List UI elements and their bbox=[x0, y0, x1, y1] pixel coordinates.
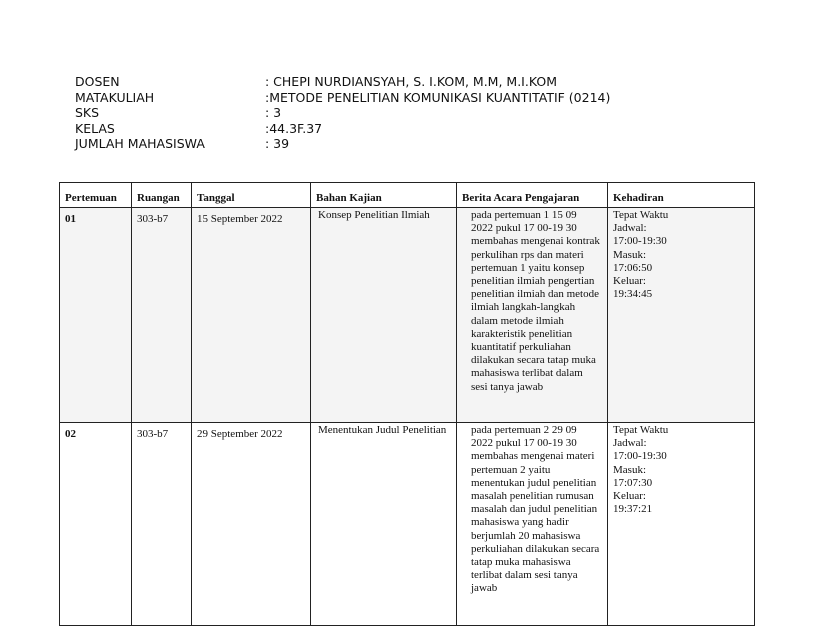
jadwal-value: 17:00-19:30 bbox=[613, 450, 667, 463]
kehadiran-cell bbox=[608, 423, 755, 626]
jumlah-row bbox=[75, 136, 610, 152]
masuk-label: Masuk: bbox=[613, 248, 646, 261]
attendance-table bbox=[59, 182, 755, 626]
masuk-value: 17:07:30 bbox=[613, 476, 653, 489]
dosen-value: : CHEPI NURDIANSYAH, S. I.KOM, M.M, M.I.KOM bbox=[265, 74, 557, 89]
kelas-value: :44.3F.37 bbox=[265, 120, 323, 136]
header-bahan-kajian: Bahan Kajian bbox=[311, 183, 457, 208]
matakuliah-value: :METODE PENELITIAN KOMUNIKASI KUANTITATIF (0214) bbox=[265, 89, 611, 105]
keluar-value: 19:37:21 bbox=[613, 503, 653, 516]
ruangan-cell: 303-b7 bbox=[132, 208, 192, 423]
ruangan-cell: 303-b7 bbox=[132, 423, 192, 626]
berita-acara-cell: pada pertemuan 2 29 09 2022 pukul 17 00-19 30 membahas mengenai materi pertemuan 2 yaitu menentukan judul penelitian masalah penelitian rumusan masalah dan judul penelitian mahasiswa yang hadir berjumlah 20 mahasiswa perkuliahan dilakukan secara tatap muka mahasiswa terlibat dalam sesi tanya jawab bbox=[457, 423, 608, 626]
header-berita-acara: Berita Acara Pengajaran bbox=[457, 183, 608, 208]
kelas-label: KELAS bbox=[75, 120, 115, 136]
header-kehadiran: Kehadiran bbox=[608, 183, 755, 208]
bahan-kajian-cell: Menentukan Judul Penelitian bbox=[311, 423, 457, 626]
masuk-label: Masuk: bbox=[613, 463, 646, 476]
header-tanggal: Tanggal bbox=[192, 183, 311, 208]
matakuliah-label: MATAKULIAH bbox=[75, 89, 155, 105]
dosen-label: DOSEN bbox=[75, 74, 120, 89]
header-ruangan: Ruangan bbox=[132, 183, 192, 208]
pertemuan-cell: 02 bbox=[60, 423, 132, 626]
course-info bbox=[75, 74, 610, 152]
keluar-label: Keluar: bbox=[613, 275, 646, 288]
kehadiran-status: Tepat Waktu bbox=[613, 209, 669, 221]
sks-label: SKS bbox=[75, 105, 100, 120]
jumlah-value: : 39 bbox=[265, 136, 290, 151]
tanggal-cell: 29 September 2022 bbox=[192, 423, 311, 626]
keluar-value: 19:34:45 bbox=[613, 288, 653, 301]
berita-acara-cell: pada pertemuan 1 15 09 2022 pukul 17 00-19 30 membahas mengenai kontrak perkulihan rps dan materi pertemuan 1 yaitu konsep penelitian ilmiah pengertian penelitian ilmiah dan metode ilmiah langkah-langkah dalam metode ilmiah karakteristik penelitian kuantitatif perkuliahan dilakukan secara tatap muka mahasiswa terlibat dalam sesi tanya jawab bbox=[457, 208, 608, 423]
keluar-label: Keluar: bbox=[613, 490, 646, 503]
tanggal-cell: 15 September 2022 bbox=[192, 208, 311, 423]
matakuliah-row bbox=[75, 90, 610, 106]
sks-value: : 3 bbox=[265, 105, 282, 120]
table-row bbox=[60, 423, 755, 626]
header-pertemuan: Pertemuan bbox=[60, 183, 132, 208]
kelas-row bbox=[75, 121, 610, 137]
kehadiran-status: Tepat Waktu bbox=[613, 424, 669, 436]
masuk-value: 17:06:50 bbox=[613, 261, 653, 274]
jadwal-value: 17:00-19:30 bbox=[613, 235, 667, 248]
kehadiran-cell bbox=[608, 208, 755, 423]
pertemuan-cell: 01 bbox=[60, 208, 132, 423]
table-row bbox=[60, 208, 755, 423]
sks-row bbox=[75, 105, 610, 121]
jumlah-label: JUMLAH MAHASISWA bbox=[75, 136, 205, 151]
table-header-row bbox=[60, 183, 755, 208]
jadwal-label: Jadwal: bbox=[613, 222, 647, 235]
jadwal-label: Jadwal: bbox=[613, 437, 647, 450]
dosen-row bbox=[75, 74, 610, 90]
bahan-kajian-cell: Konsep Penelitian Ilmiah bbox=[311, 208, 457, 423]
